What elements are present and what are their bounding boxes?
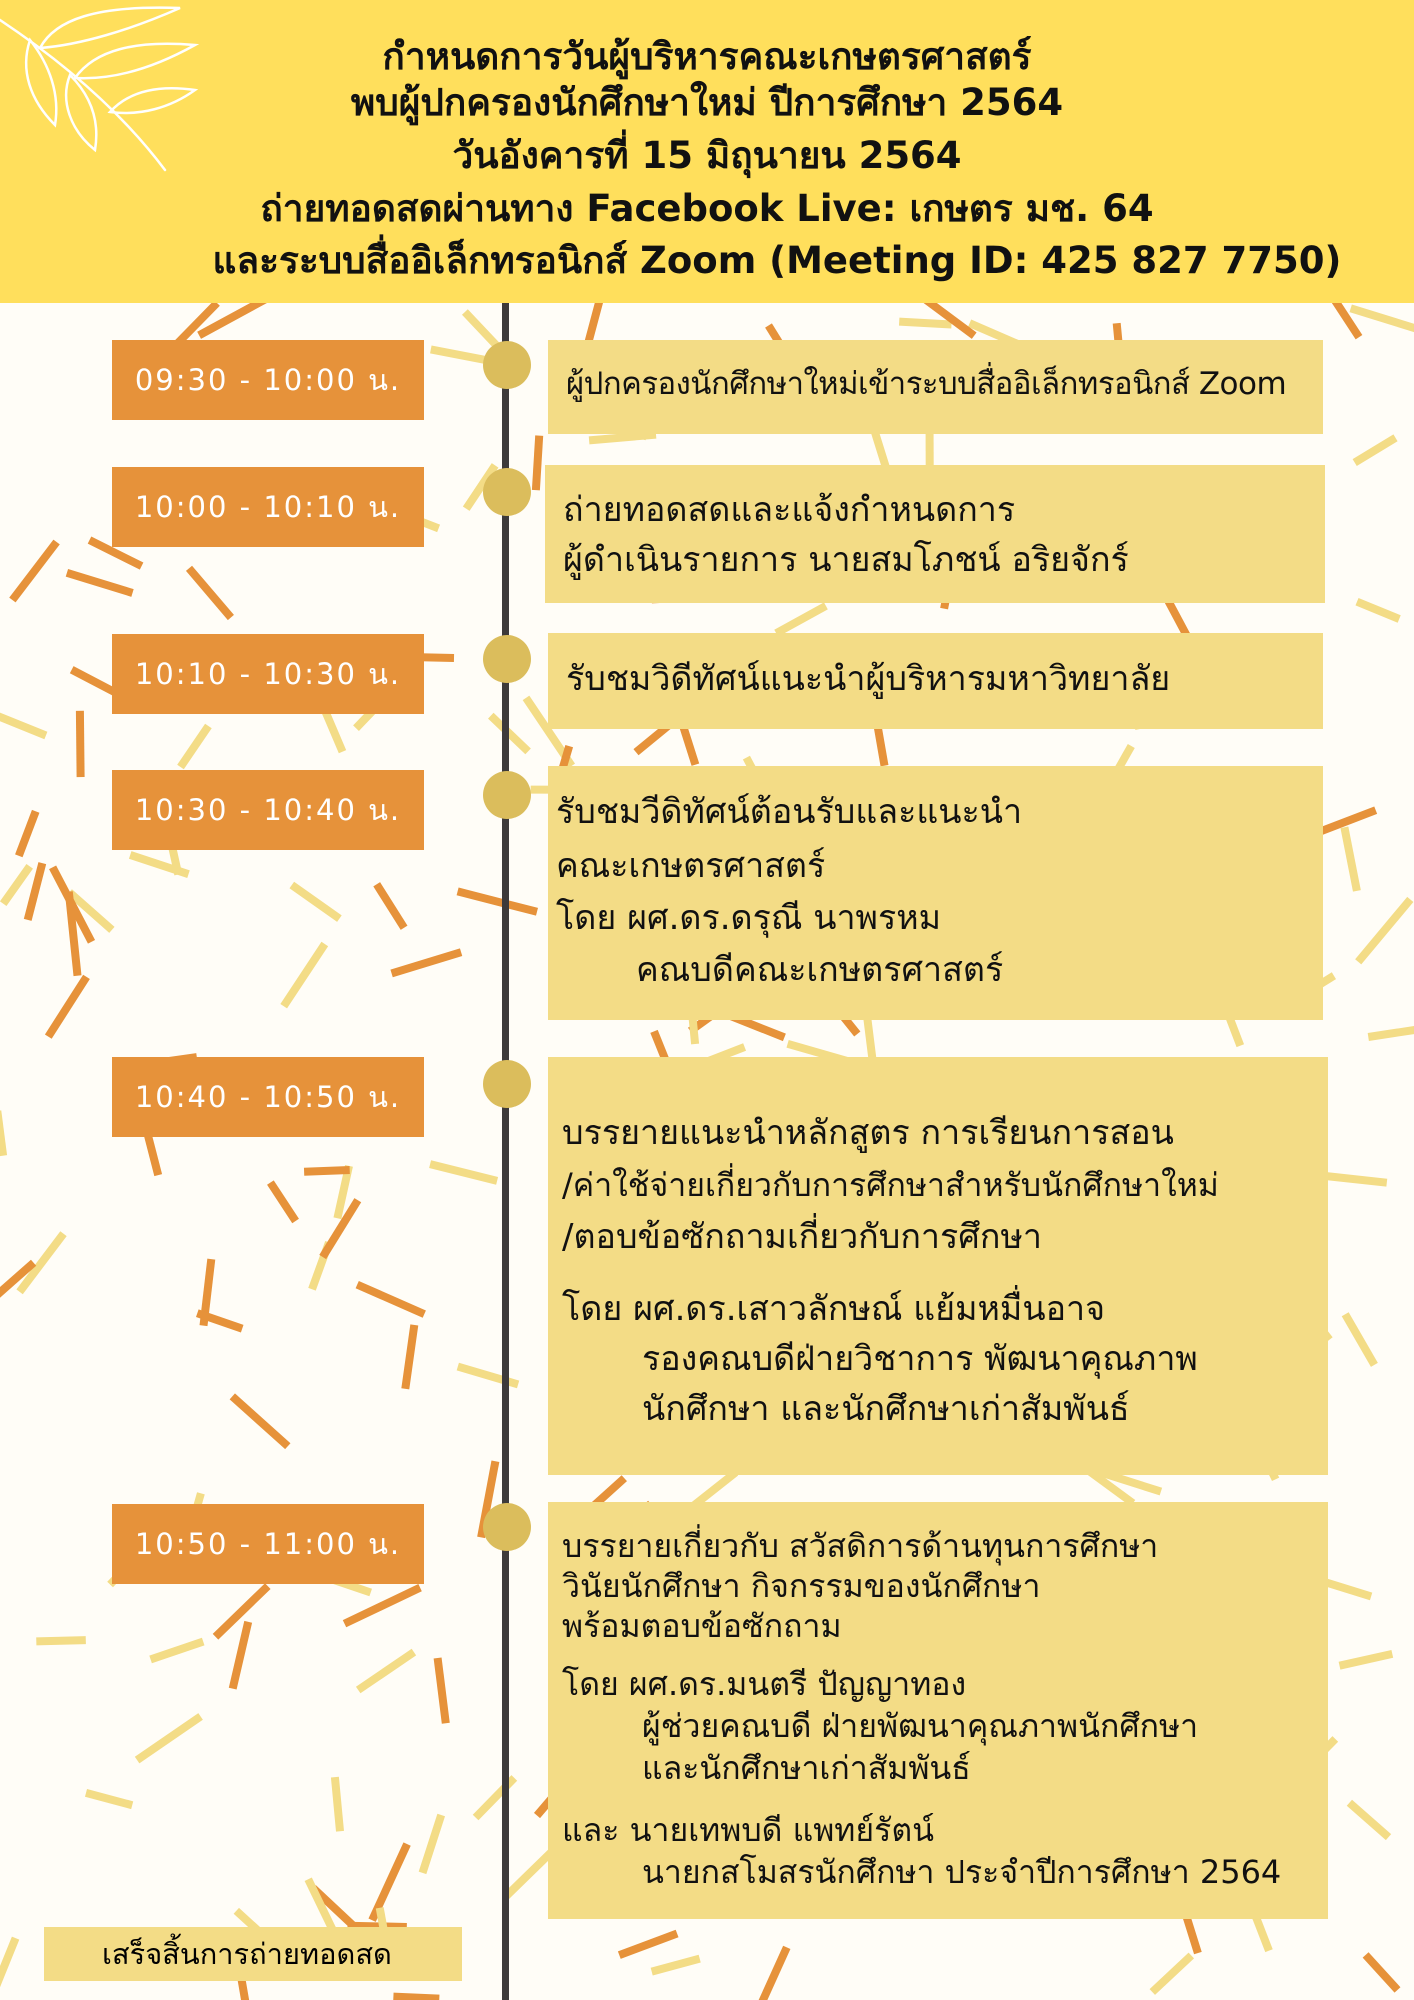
confetti-stick [1152,1956,1191,1993]
schedule-text: ผู้ช่วยคณบดี ฝ่ายพัฒนาคุณภาพนักศึกษา [642,1707,1199,1745]
confetti-stick [189,568,231,617]
confetti-stick [755,1947,787,2000]
schedule-text: /ค่าใช้จ่ายเกี่ยวกับการศึกษาสำหรับนักศึกษาใหม่ [562,1166,1219,1204]
time-badge: 09:30 - 10:00 น. [112,340,424,420]
confetti-stick [776,606,826,633]
confetti-stick [392,952,462,973]
confetti-stick [270,1183,295,1221]
schedule-text: วินัยนักศึกษา กิจกรรมของนักศึกษา [562,1567,1041,1605]
schedule-box [548,340,1323,434]
header-line-1: กำหนดการวันผู้บริหารคณะเกษตรศาสตร์ [382,35,1032,78]
confetti-stick [393,1997,439,1999]
time-badge: 10:40 - 10:50 น. [112,1057,424,1137]
confetti-stick [284,944,325,1006]
schedule-box [545,465,1325,603]
confetti-stick [1340,1654,1393,1666]
time-badge: 10:50 - 11:00 น. [112,1504,424,1584]
confetti-stick [430,1164,497,1181]
confetti-stick [1327,1176,1387,1183]
schedule-text: รับชมวิดีทัศน์แนะนำผู้บริหารมหาวิทยาลัย [566,659,1171,699]
confetti-stick [345,1588,421,1624]
confetti-stick [216,1586,268,1637]
schedule-text: พร้อมตอบข้อซักถาม [562,1607,842,1645]
schedule-text: และ นายเทพบดี แพทย์รัตน์ [562,1811,934,1849]
schedule-text: คณบดีคณะเกษตรศาสตร์ [636,950,1004,990]
schedule-text: โดย ผศ.ดร.ดรุณี นาพรหม [556,898,942,938]
timeline-dot [483,468,531,516]
confetti-stick [48,977,86,1037]
confetti-stick [233,1622,249,1689]
confetti-stick [458,891,537,911]
schedule-box [548,1057,1328,1475]
confetti-stick [1351,308,1414,329]
confetti-stick [0,1111,3,1156]
header-banner [0,0,1414,303]
timeline-dot [483,1060,531,1108]
timeline-dot [483,635,531,683]
confetti-stick [12,542,56,600]
confetti-stick [0,714,46,736]
time-badge: 10:10 - 10:30 น. [112,634,424,714]
confetti-stick [1355,438,1396,463]
confetti-stick [423,1815,442,1873]
timeline-dot [483,771,531,819]
confetti-stick [357,1285,424,1315]
schedule-box [548,633,1323,729]
confetti-stick [20,1234,64,1292]
confetti-stick [1366,1955,1398,1990]
end-label-text: เสร็จสิ้นการถ่ายทอดสด [102,1937,392,1971]
confetti-stick [1358,899,1410,961]
schedule-text: ถ่ายทอดสดและแจ้งกำหนดการ [563,490,1016,530]
confetti-stick [899,322,951,325]
schedule-text: ผู้ปกครองนักศึกษาใหม่เข้าระบบสื่ออิเล็กทรอนิกส์ Zoom [566,366,1287,402]
schedule-box [548,1502,1328,1919]
confetti-stick [619,1934,677,1956]
schedule-text: รับชมวีดิทัศน์ต้อนรับและแนะนำ [556,792,1023,832]
schedule-text: นายกสโมสรนักศึกษา ประจำปีการศึกษา 2564 [642,1853,1282,1891]
confetti-stick [1349,1803,1388,1837]
schedule-text: และนักศึกษาเก่าสัมพันธ์ [642,1749,971,1787]
confetti-stick [1345,1314,1374,1365]
confetti-stick [232,1396,287,1446]
schedule-text: บรรยายแนะนำหลักสูตร การเรียนการสอน [562,1113,1174,1153]
time-badge: 10:30 - 10:40 น. [112,770,424,850]
confetti-stick [1357,602,1399,619]
confetti-stick [652,1959,700,1972]
confetti-stick [335,1777,340,1831]
confetti-stick [536,436,539,491]
schedule-text: โดย ผศ.ดร.มนตรี ปัญญาทอง [562,1665,967,1703]
schedule-text: นักศึกษา และนักศึกษาเก่าสัมพันธ์ [642,1389,1130,1429]
confetti-stick [19,811,36,856]
end-of-broadcast-label [44,1927,462,1981]
timeline-dot [483,341,531,389]
confetti-stick [137,1716,201,1760]
header-line-5: และระบบสื่ออิเล็กทรอนิกส์ Zoom (Meeting ID: 425 827 7750) [212,239,1342,282]
confetti-stick [181,726,209,767]
time-badge: 10:00 - 10:10 น. [112,467,424,547]
schedule-text: รองคณบดีฝ่ายวิชาการ พัฒนาคุณภาพ [642,1339,1198,1379]
confetti-stick [151,1642,204,1660]
schedule-text: โดย ผศ.ดร.เสาวลักษณ์ แย้มหมื่นอาจ [562,1289,1106,1329]
schedule-text: /ตอบข้อซักถามเกี่ยวกับการศึกษา [562,1217,1042,1257]
timeline-dot [483,1503,531,1551]
confetti-stick [358,1652,414,1690]
schedule-box [548,766,1323,1020]
schedule-text: ผู้ดำเนินรายการ นายสมโภชน์ อริยจักร์ [563,540,1129,580]
header-line-4: ถ่ายทอดสดผ่านทาง Facebook Live: เกษตร มช. 64 [260,187,1154,230]
schedule-text: บรรยายเกี่ยวกับ สวัสดิการด้านทุนการศึกษา [562,1527,1159,1565]
confetti-stick [3,866,30,903]
confetti-stick [80,711,81,777]
confetti-stick [1344,827,1357,891]
confetti-stick [304,1170,350,1172]
header-line-2: พบผู้ปกครองนักศึกษาใหม่ ปีการศึกษา 2564 [350,81,1064,124]
confetti-stick [405,1325,414,1389]
confetti-stick [292,885,340,919]
confetti-stick [438,1658,446,1723]
confetti-stick [36,1640,86,1641]
confetti-stick [1368,1027,1414,1037]
confetti-stick [458,1367,518,1385]
confetti-stick [377,884,404,927]
confetti-stick [86,1793,132,1805]
header-line-3: วันอังคารที่ 15 มิถุนายน 2564 [452,134,962,177]
confetti-stick [0,1938,16,1989]
timeline-line [502,303,509,2000]
confetti-stick [67,573,133,593]
schedule-text: คณะเกษตรศาสตร์ [556,846,826,886]
confetti-stick [491,716,528,752]
